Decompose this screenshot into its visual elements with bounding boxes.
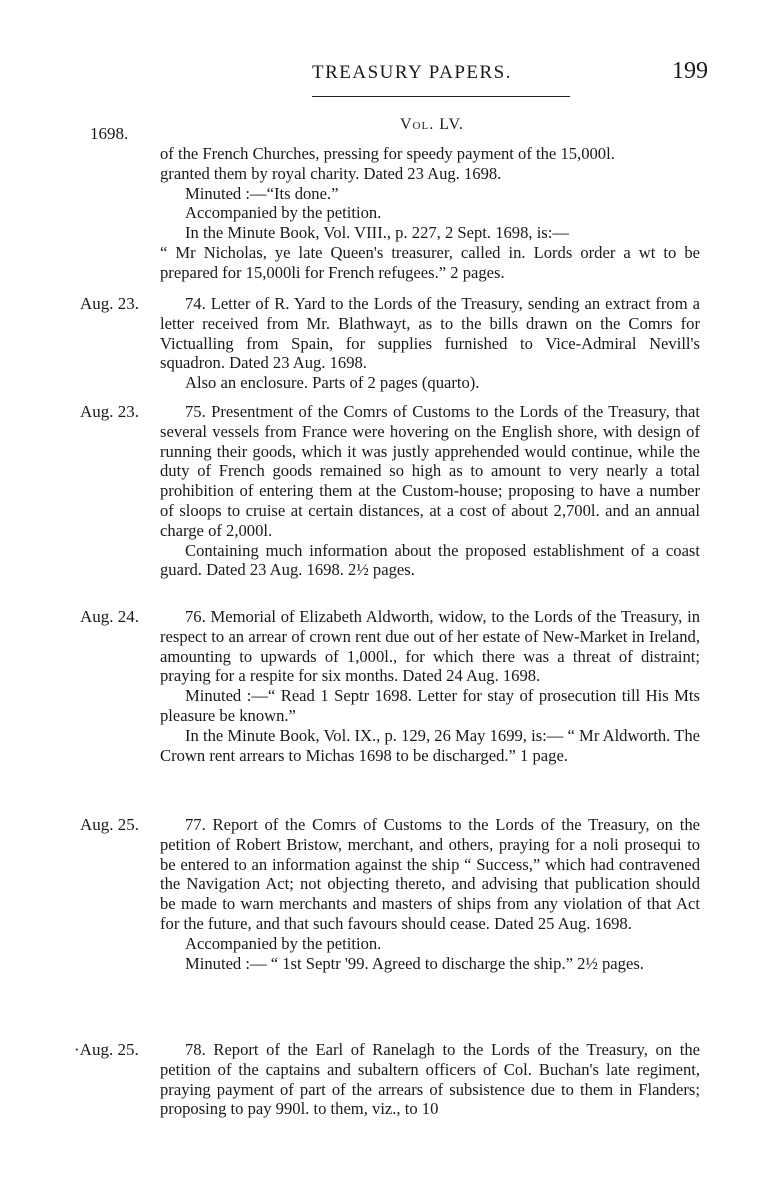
entry-date: Aug. 23. — [80, 402, 140, 421]
continuation-line: granted them by royal charity. Dated 23 Aug. 1698. — [160, 163, 502, 183]
entry-date: ·Aug. 25. — [74, 1040, 139, 1059]
entry-date: Aug. 25. — [80, 815, 140, 834]
continuation-block — [160, 144, 700, 283]
entry-75 — [160, 402, 700, 580]
entry-77 — [160, 815, 700, 973]
running-title: TREASURY PAPERS. — [312, 62, 512, 83]
header-rule — [312, 96, 570, 97]
entry-74 — [160, 294, 700, 393]
entry-76 — [160, 607, 700, 765]
entry-note: In the Minute Book, Vol. IX., p. 129, 26 May 1699, is:— “ Mr Aldworth. The Crown rent arrears to Michas 1698 to be discharged.” 1 page. — [160, 725, 700, 765]
minute-book-quote: “ Mr Nicholas, ye late Queen's treasurer, called in. Lords order a wt to be prepared for 15,000li for French refugees.” 2 pages. — [160, 242, 700, 282]
entry-note: Also an enclosure. Parts of 2 pages (quarto). — [185, 373, 480, 393]
accompanied-note: Accompanied by the petition. — [185, 203, 382, 223]
volume-heading: Vol. LV. — [400, 116, 465, 133]
minute-book-intro: In the Minute Book, Vol. VIII., p. 227, 2 Sept. 1698, is:— — [185, 223, 569, 243]
page-number: 199 — [672, 58, 708, 84]
running-head — [0, 58, 770, 92]
entry-note: Minuted :— “ 1st Septr '99. Agreed to discharge the ship.” 2½ pages. — [185, 953, 644, 973]
entry-date: Aug. 23. — [80, 294, 140, 313]
entry-body: 74. Letter of R. Yard to the Lords of the Treasury, sending an extract from a letter received from Mr. Blathwayt, as to the bills drawn on the Comrs for Victualling from Spain, for supplies furnished to Vice-Admiral Nevill's squadron. Dated 23 Aug. 1698. — [160, 294, 700, 373]
entry-note: Accompanied by the petition. — [185, 933, 382, 953]
entry-body: 76. Memorial of Elizabeth Aldworth, widow, to the Lords of the Treasury, in respect to an arrear of crown rent due out of her estate of New-Market in Ireland, amounting to upwards of 1,000l., for which there was a threat of distraint; praying for a respite for six months. Dated 24 Aug. 1698. — [160, 607, 700, 686]
entry-body: 75. Presentment of the Comrs of Customs to the Lords of the Treasury, that several vessels from France were hovering on the English shore, with design of running their goods, which it was justly apprehended would continue, while the duty of French goods remained so high as to amount to very nearly a total prohibition of entering them at the Custom-house; proposing to have a number of sloops to cruise at certain distances, at a cost of about 2,700l. and an annual charge of 2,000l. — [160, 402, 700, 540]
entry-note: Containing much information about the proposed establishment of a coast guard. Dated 23 Aug. 1698. 2½ pages. — [160, 540, 700, 580]
continuation-line: of the French Churches, pressing for speedy payment of the 15,000l. — [160, 144, 615, 163]
entry-body: 78. Report of the Earl of Ranelagh to the Lords of the Treasury, on the petition of the captains and subaltern officers of Col. Buchan's late regiment, praying payment of part of the arrears of subsistence due to them in Flanders; proposing to pay 990l. to them, viz., to 10 — [160, 1040, 700, 1119]
entry-date: Aug. 24. — [80, 607, 140, 626]
margin-year: 1698. — [90, 124, 129, 143]
entry-body: 77. Report of the Comrs of Customs to the Lords of the Treasury, on the petition of Robert Bristow, merchant, and others, praying for a noli prosequi to be entered to an information against the ship “ Success,” which had contravened the Navigation Act; not objecting thereto, and advising that publication should be made to warn merchants and masters of ships from any violation of that Act for the future, and that such favours should cease. Dated 25 Aug. 1698. — [160, 815, 700, 933]
entry-78 — [160, 1040, 700, 1119]
entry-note: Minuted :—“ Read 1 Septr 1698. Letter for stay of prosecution till His Mts pleasure be known.” — [160, 686, 700, 725]
minuted-note: Minuted :—“Its done.” — [185, 183, 339, 203]
